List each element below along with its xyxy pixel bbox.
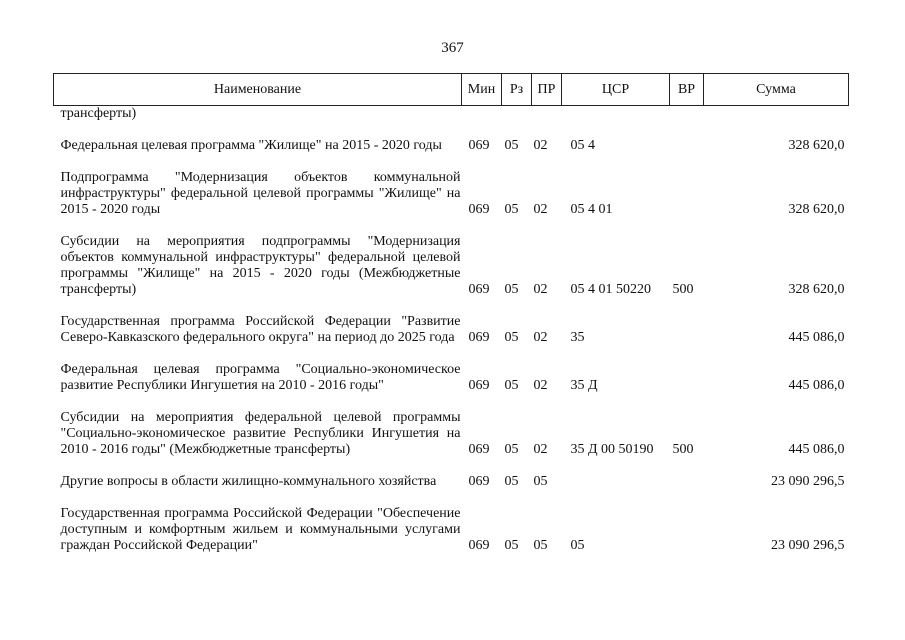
- row-pr: 05: [533, 474, 548, 489]
- row-sum: 445 086,0: [788, 442, 845, 457]
- row-name: Субсидии на мероприятия федеральной целевой программы "Социально-экономическое развитие Республики Ингушетия на 2010 - 2016 годы" (Межбюджетные трансферты): [60, 410, 461, 457]
- row-vr: 500: [672, 442, 694, 457]
- row-min: 069: [468, 474, 490, 489]
- row-csr: 35 Д: [570, 378, 598, 393]
- row-rz: 05: [504, 282, 519, 297]
- row-rz: 05: [504, 330, 519, 345]
- row-sum: 328 620,0: [788, 282, 845, 297]
- table-row: [54, 314, 849, 346]
- row-pr: 02: [533, 202, 548, 217]
- row-vr: [670, 474, 704, 490]
- table-row: [54, 234, 849, 298]
- row-name: Другие вопросы в области жилищно-коммунального хозяйства: [60, 474, 437, 489]
- row-pr: 05: [533, 538, 548, 553]
- continuation-row: [54, 106, 849, 123]
- row-csr: [562, 474, 670, 490]
- row-min: 069: [468, 330, 490, 345]
- row-min: 069: [468, 378, 490, 393]
- budget-table: [53, 73, 849, 554]
- row-vr: [670, 170, 704, 218]
- row-csr: 05: [570, 538, 585, 553]
- row-name: Государственная программа Российской Федерации "Развитие Северо-Кавказского федерального округа" на период до 2025 года: [60, 314, 461, 345]
- row-csr: 35: [570, 330, 585, 345]
- row-name: Государственная программа Российской Федерации "Обеспечение доступным и комфортным жильем и коммунальными услугами граждан Российской Федерации": [60, 506, 461, 553]
- header-rz: Рз: [502, 74, 532, 106]
- row-vr: [670, 362, 704, 394]
- header-name: Наименование: [54, 74, 462, 106]
- row-csr: 05 4 01 50220: [570, 282, 651, 297]
- row-pr: 02: [533, 282, 548, 297]
- header-pr: ПР: [532, 74, 562, 106]
- row-min: 069: [468, 138, 490, 153]
- row-name: Подпрограмма "Модернизация объектов коммунальной инфраструктуры" федеральной целевой программы "Жилище" на 2015 - 2020 годы: [60, 170, 461, 217]
- row-vr: 500: [672, 282, 694, 297]
- row-csr: 05 4 01: [570, 202, 613, 217]
- table-row: [54, 138, 849, 154]
- row-rz: 05: [504, 378, 519, 393]
- row-sum: 445 086,0: [788, 378, 845, 393]
- row-min: 069: [468, 282, 490, 297]
- row-name: Субсидии на мероприятия подпрограммы "Модернизация объектов коммунальной инфраструктуры" федеральной целевой программы "Жилище" на 2015 - 2020 годы (Межбюджетные трансферты): [60, 234, 461, 297]
- row-min: 069: [468, 442, 490, 457]
- row-vr: [670, 506, 704, 554]
- header-vr: ВР: [670, 74, 704, 106]
- row-name: Федеральная целевая программа "Социально-экономическое развитие Республики Ингушетия на 2010 - 2016 годы": [60, 362, 461, 393]
- row-pr: 02: [533, 138, 548, 153]
- row-min: 069: [468, 538, 490, 553]
- row-rz: 05: [504, 202, 519, 217]
- row-csr: 05 4: [570, 138, 595, 153]
- header-sum: Сумма: [704, 74, 849, 106]
- row-vr: [670, 138, 704, 154]
- row-sum: 445 086,0: [788, 330, 845, 345]
- row-rz: 05: [504, 442, 519, 457]
- row-sum: 328 620,0: [788, 202, 845, 217]
- row-rz: 05: [504, 138, 519, 153]
- row-rz: 05: [504, 538, 519, 553]
- row-vr: [670, 314, 704, 346]
- row-name: Федеральная целевая программа "Жилище" на 2015 - 2020 годы: [60, 138, 442, 153]
- table-row: [54, 170, 849, 218]
- row-pr: 02: [533, 442, 548, 457]
- table-header: [54, 74, 849, 106]
- row-min: 069: [468, 202, 490, 217]
- table-row: [54, 474, 849, 490]
- row-csr: 35 Д 00 50190: [570, 442, 654, 457]
- table-row: [54, 362, 849, 394]
- table-row: [54, 410, 849, 458]
- page-number: 367: [441, 40, 464, 56]
- row-sum: 23 090 296,5: [771, 474, 845, 489]
- table-row: [54, 506, 849, 554]
- row-sum: 23 090 296,5: [771, 538, 845, 553]
- row-pr: 02: [533, 330, 548, 345]
- header-min: Мин: [462, 74, 502, 106]
- row-sum: 328 620,0: [788, 138, 845, 153]
- row-pr: 02: [533, 378, 548, 393]
- row-rz: 05: [504, 474, 519, 489]
- header-csr: ЦСР: [562, 74, 670, 106]
- continuation-text: трансферты): [60, 106, 137, 121]
